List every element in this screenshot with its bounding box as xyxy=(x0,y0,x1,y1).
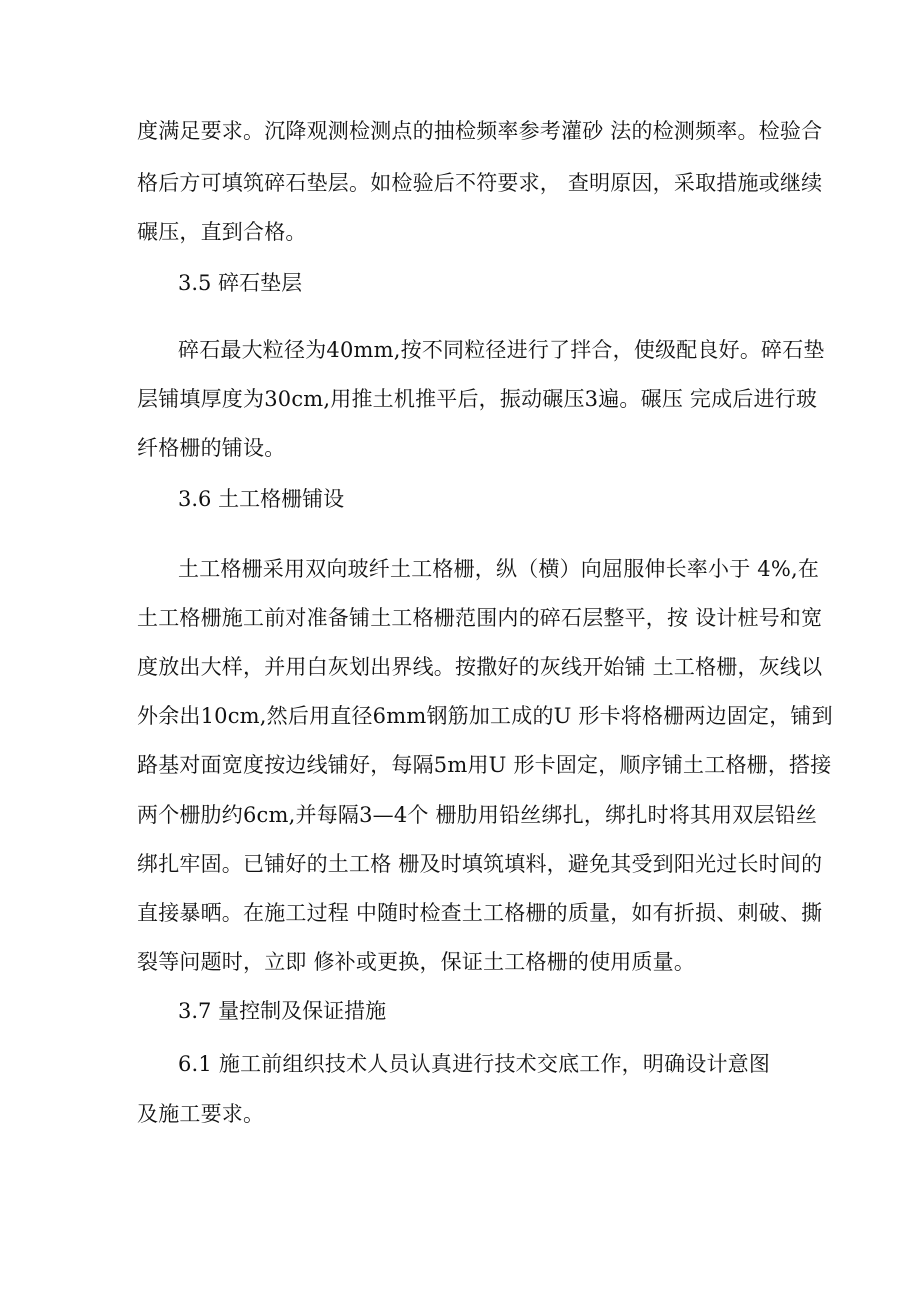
paragraph-1-line-1: 度满足要求。沉降观测检测点的抽检频率参考灌砂 法的检测频率。检验合 xyxy=(137,119,823,143)
section-heading-3-7: 3.7 量控制及保证措施 xyxy=(178,999,387,1023)
paragraph-3-line-2: 土工格栅施工前对准备铺土工格栅范围内的碎石层整平，按 设计桩号和宽 xyxy=(137,606,823,630)
paragraph-2-line-2: 层铺填厚度为30cm,用推土机推平后，振动碾压3遍。碾压 完成后进行玻 xyxy=(137,387,818,411)
paragraph-3-line-7: 绑扎牢固。已铺好的土工格 栅及时填筑填料，避免其受到阳光过长时间的 xyxy=(137,852,823,876)
paragraph-1-line-2: 格后方可填筑碎石垫层。如检验后不符要求， 查明原因，采取措施或继续 xyxy=(137,171,823,195)
paragraph-3-line-1: 土工格栅采用双向玻纤土工格栅，纵（横）向屈服伸长率小于 4%,在 xyxy=(178,557,820,581)
paragraph-3-line-9: 裂等问题时，立即 修补或更换，保证土工格栅的使用质量。 xyxy=(137,950,696,974)
paragraph-2-line-3: 纤格栅的铺设。 xyxy=(137,436,286,460)
paragraph-4-line-1: 6.1 施工前组织技术人员认真进行技术交底工作，明确设计意图 xyxy=(178,1052,771,1076)
paragraph-2-line-1: 碎石最大粒径为40mm,按不同粒径进行了拌合，使级配良好。碎石垫 xyxy=(178,338,825,362)
paragraph-3-line-5: 路基对面宽度按边线铺好，每隔5m用U 形卡固定，顺序铺土工格栅，搭接 xyxy=(137,753,832,777)
section-heading-3-6: 3.6 土工格栅铺设 xyxy=(178,487,345,511)
paragraph-3-line-3: 度放出大样，并用白灰划出界线。按撒好的灰线开始铺 土工格栅，灰线以 xyxy=(137,655,823,679)
paragraph-3-line-6: 两个栅肋约6cm,并每隔3—4个 栅肋用铅丝绑扎，绑扎时将其用双层铅丝 xyxy=(137,803,818,827)
paragraph-1-line-3: 碾压，直到合格。 xyxy=(137,220,307,244)
section-heading-3-5: 3.5 碎石垫层 xyxy=(178,271,303,295)
paragraph-4-line-2: 及施工要求。 xyxy=(137,1102,265,1126)
paragraph-3-line-4: 外余出10cm,然后用直径6mm钢筋加工成的U 形卡将格栅两边固定，铺到 xyxy=(137,704,833,728)
paragraph-3-line-8: 直接暴晒。在施工过程 中随时检查土工格栅的质量，如有折损、刺破、撕 xyxy=(137,901,823,925)
